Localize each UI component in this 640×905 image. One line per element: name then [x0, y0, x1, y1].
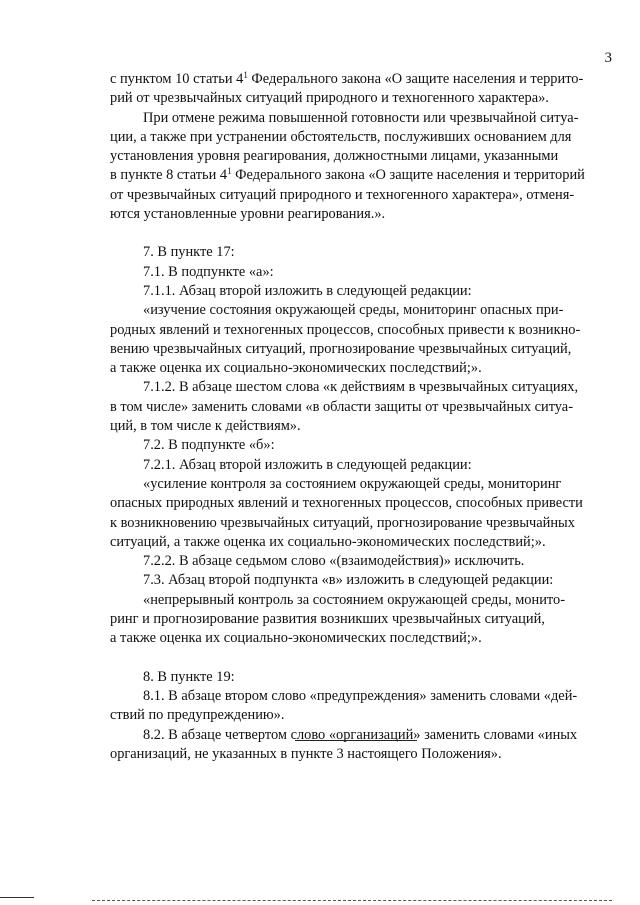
text-run: Федерального закона «О защите населения и террито- рий от чрезвычайных ситуаций природного и техногенного характера».: [110, 71, 584, 107]
text-run: При отмене режима повышенной готовности или чрезвычайной ситуа- ции, а также при устранении обстоятельств, послуживших основанием для установления уровня реагирования, должностными лицами, указанными в пункте 8 статьи 4: [110, 109, 579, 184]
paragraph-p12: [110, 571, 607, 590]
text-run: 8. В пункте 19:: [143, 668, 235, 685]
paragraph-p11: [110, 552, 607, 571]
closing-rule: [295, 740, 417, 741]
paragraph-p7: [110, 378, 607, 436]
text-run: «непрерывный контроль за состоянием окружающей среды, монито- ринг и прогнозирование развития возникших чрезвычайных ситуаций, а также оценка их социально-экономических последствий;».: [110, 591, 565, 647]
text-run: «усиление контроля за состоянием окружающей среды, мониторинг опасных природных явлений и техногенных процессов, способных привести к возникновению чрезвычайных ситуаций, прогнозирование чрезвычайных ситуаций, а также оценка их социально-экономических последствий;».: [110, 475, 583, 550]
text-run: Федерального закона «О защите населения и территорий от чрезвычайных ситуаций природного и техногенного характера», отменя- ются установленные уровни реагирования.».: [110, 167, 585, 223]
paragraph-p16: [110, 726, 607, 765]
text-run: 7.1. В подпункте «а»:: [143, 263, 274, 280]
paragraph-p14: [110, 668, 607, 687]
paragraph-p5: [110, 282, 607, 301]
scan-bottom-line: [92, 900, 612, 901]
page-number: 3: [604, 50, 612, 66]
text-run: 8.1. В абзаце втором слово «предупреждения» заменить словами «дей- ствий по предупреждению».: [110, 687, 578, 724]
paragraph-p15: [110, 687, 607, 726]
paragraph-p4: [110, 263, 607, 282]
text-run: 7.2.1. Абзац второй изложить в следующей редакции:: [143, 456, 472, 473]
superscript: 1: [227, 166, 232, 177]
text-run: 7.1.2. В абзаце шестом слова «к действиям в чрезвычайных ситуациях, в том числе» заменить словами «в области защиты от чрезвычайных ситуа- ций, в том числе к действиям».: [110, 379, 579, 435]
paragraph-p9: [110, 456, 607, 475]
text-run: 7.2. В подпункте «б»:: [143, 437, 275, 454]
paragraph-p3: [110, 243, 607, 262]
text-run: 7.2.2. В абзаце седьмом слово «(взаимодействия)» исключить.: [143, 553, 525, 570]
paragraph-p2: [110, 109, 607, 225]
paragraph-p8: [110, 436, 607, 455]
text-run: 7.1.1. Абзац второй изложить в следующей редакции:: [143, 282, 472, 299]
text-run: 7.3. Абзац второй подпункта «в» изложить в следующей редакции:: [143, 572, 554, 589]
text-run: «изучение состояния окружающей среды, мониторинг опасных при- родных явлений и техногенных процессов, способных привести к возникно- вению чрезвычайных ситуаций, прогнозирование чрезвычайных ситуаций, а также оценка их социально-экономических последствий;».: [110, 302, 581, 377]
paragraph-p1: [110, 70, 607, 109]
document-body: [110, 70, 607, 764]
paragraph-p6: [110, 301, 607, 378]
text-run: 8.2. В абзаце четвертом слово «организаций» заменить словами «иных организаций, не указанных в пункте 3 настоящего Положения».: [110, 726, 578, 762]
paragraph-p10: [110, 475, 607, 552]
paragraph-p13: [110, 591, 607, 649]
superscript: 1: [243, 70, 248, 80]
text-run: с пунктом 10 статьи 4: [110, 71, 244, 87]
scan-edge-line: [0, 897, 34, 898]
text-run: 7. В пункте 17:: [143, 244, 235, 261]
